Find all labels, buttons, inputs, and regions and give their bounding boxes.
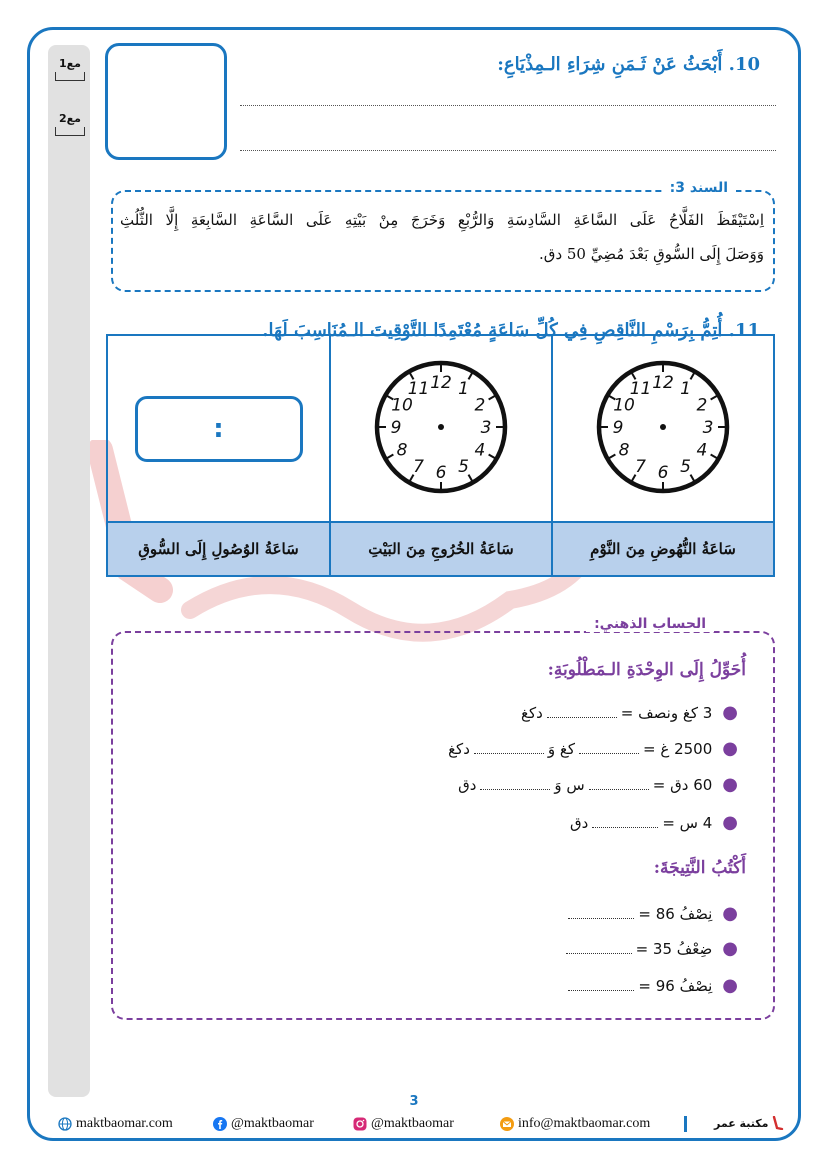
website-text: maktbaomar.com xyxy=(76,1116,173,1131)
blank-field[interactable] xyxy=(589,777,649,790)
clock-number: 12 xyxy=(430,372,452,393)
clock-number: 4 xyxy=(696,440,708,460)
blank-field[interactable] xyxy=(579,741,639,754)
convert-1-value: 3 كغ ونصف = xyxy=(620,704,713,722)
convert-row-2 xyxy=(448,738,738,759)
footer-separator xyxy=(684,1116,687,1132)
facebook-text: @maktbaomar xyxy=(231,1116,314,1131)
footer-instagram[interactable] xyxy=(353,1116,454,1132)
bullet-icon: ● xyxy=(722,702,738,723)
facebook-icon xyxy=(213,1117,227,1131)
clock-table xyxy=(106,334,775,577)
instagram-icon xyxy=(353,1117,367,1131)
result-3-text: نِصْفُ 96 = xyxy=(638,977,713,995)
caption-wake: سَاعَةُ النُّهُوضِ مِنَ النَّوْمِ xyxy=(552,522,774,576)
footer xyxy=(0,1112,826,1136)
document-3-line-2: وَوَصَلَ إِلَى السُّوقِ بَعْدَ مُضِيِّ 50 دق. xyxy=(539,245,764,263)
bullet-icon: ● xyxy=(722,774,738,795)
convert-2-unit-a: كغ وَ xyxy=(547,740,576,758)
leave-clock-face[interactable] xyxy=(371,357,511,497)
criterion-2-label: مع2 xyxy=(59,112,81,125)
answer-line-1[interactable] xyxy=(240,105,776,106)
question-10-number: 10. xyxy=(728,54,760,75)
clock-number: 9 xyxy=(390,417,402,438)
bullet-icon: ● xyxy=(722,938,738,959)
wake-clock-face[interactable] xyxy=(593,357,733,497)
result-row-1 xyxy=(564,903,738,924)
convert-3-value: 60 دق = xyxy=(652,776,713,794)
clock-number: 2 xyxy=(696,395,708,415)
leave-clock-cell xyxy=(330,335,552,522)
clock-number: 8 xyxy=(396,440,408,460)
result-title: أَكْتُبُ النَّتِيجَةَ: xyxy=(653,858,746,878)
question-11-text: أُتِمُّ بِرَسْمِ النَّاقِصِ فِي كُلِّ سَاعَةٍ مُعْتَمِدًا التَّوْقِيتَ الـمُنَاسِبَ لَهَا. xyxy=(262,320,723,341)
clock-number: 2 xyxy=(474,395,486,415)
blank-field[interactable] xyxy=(547,705,617,718)
globe-icon xyxy=(58,1117,72,1131)
result-1-text: نِصْفُ 86 = xyxy=(638,905,713,923)
clock-number: 10 xyxy=(613,395,635,415)
blank-field[interactable] xyxy=(568,978,634,991)
blank-field[interactable] xyxy=(566,941,632,954)
result-row-2 xyxy=(562,938,738,959)
logo-mark-icon xyxy=(772,1116,784,1130)
bullet-icon: ● xyxy=(722,812,738,833)
criterion-2 xyxy=(54,112,86,136)
blank-field[interactable] xyxy=(568,906,634,919)
caption-leave: سَاعَةُ الخُرُوجِ مِنَ البَيْتِ xyxy=(330,522,552,576)
grading-sidebar xyxy=(48,45,90,1097)
clock-number: 6 xyxy=(435,462,447,483)
result-2-text: ضِعْفُ 35 = xyxy=(635,940,713,958)
blank-field[interactable] xyxy=(474,741,544,754)
page-number: 3 xyxy=(409,1094,419,1109)
criterion-2-box xyxy=(55,127,85,136)
blank-field[interactable] xyxy=(480,777,550,790)
bullet-icon: ● xyxy=(722,903,738,924)
criterion-1-box xyxy=(55,72,85,81)
digital-time-box[interactable] xyxy=(135,396,303,462)
bullet-icon: ● xyxy=(722,738,738,759)
clock-number: 12 xyxy=(652,372,674,393)
clock-number: 11 xyxy=(407,378,430,399)
clock-number: 1 xyxy=(680,378,691,399)
clock-number: 8 xyxy=(618,440,630,460)
email-icon xyxy=(500,1117,514,1131)
clock-number: 3 xyxy=(480,417,492,438)
convert-4-value: 4 س = xyxy=(662,814,713,832)
mental-math-label: الحساب الذهني: xyxy=(586,616,714,632)
footer-facebook[interactable] xyxy=(213,1116,314,1132)
convert-2-unit-b: دكغ xyxy=(448,740,470,758)
convert-title: أُحَوِّلُ إِلَى الوِحْدَةِ الـمَطْلُوبَةِ: xyxy=(547,660,746,680)
clock-number: 3 xyxy=(702,417,714,438)
question-10 xyxy=(497,54,760,75)
email-text: info@maktbaomar.com xyxy=(518,1116,651,1131)
question-11-number: 11. xyxy=(728,320,760,341)
clock-number: 10 xyxy=(391,395,413,415)
footer-logo xyxy=(714,1116,784,1130)
logo-text: مكتبة عمر xyxy=(714,1116,769,1130)
convert-row-3 xyxy=(458,774,738,795)
document-3-line-1: اِسْتَيْقَظَ الفَلَّاحُ عَلَى السَّاعَةِ السَّادِسَةِ وَالرُّبْعِ وَخَرَجَ مِنْ بَيْتِهِ عَلَى السَّاعَةِ السَّابِعَةِ إِلَّا الثُّلُثِ xyxy=(120,211,764,229)
clock-number: 5 xyxy=(680,456,691,477)
convert-4-unit: دق xyxy=(569,814,589,832)
clock-center xyxy=(660,424,666,430)
convert-row-1 xyxy=(521,702,738,723)
question-10-text: أَبْحَثُ عَنْ ثَـمَنِ شِرَاءِ الـمِذْيَاعِ: xyxy=(497,54,723,75)
clock-number: 7 xyxy=(413,456,424,477)
digital-time-cell xyxy=(107,335,330,522)
blank-field[interactable] xyxy=(592,815,658,828)
convert-2-value: 2500 غ = xyxy=(643,740,713,758)
footer-email[interactable] xyxy=(500,1116,650,1132)
clock-number: 6 xyxy=(657,462,669,483)
clock-number: 7 xyxy=(635,456,646,477)
criterion-1 xyxy=(54,57,86,81)
clock-number: 4 xyxy=(474,440,486,460)
result-row-3 xyxy=(564,975,738,996)
clock-number: 1 xyxy=(458,378,469,399)
digital-separator: : xyxy=(213,413,224,444)
instagram-text: @maktbaomar xyxy=(371,1116,454,1131)
answer-line-2[interactable] xyxy=(240,150,776,151)
answer-box[interactable] xyxy=(105,43,227,160)
caption-arrive: سَاعَةُ الوُصُولِ إِلَى السُّوقِ xyxy=(107,522,330,576)
convert-3-unit-a: س وَ xyxy=(554,776,585,794)
document-3-label: السند 3: xyxy=(662,180,736,196)
convert-1-unit: دكغ xyxy=(520,704,543,722)
criterion-1-label: مع1 xyxy=(59,57,81,70)
clock-number: 9 xyxy=(612,417,624,438)
bullet-icon: ● xyxy=(722,975,738,996)
clock-number: 5 xyxy=(458,456,469,477)
clock-number: 11 xyxy=(629,378,652,399)
footer-website[interactable] xyxy=(58,1116,173,1132)
convert-3-unit-b: دق xyxy=(458,776,477,794)
clock-center xyxy=(438,424,444,430)
convert-row-4 xyxy=(570,812,738,833)
wake-clock-cell xyxy=(552,335,774,522)
